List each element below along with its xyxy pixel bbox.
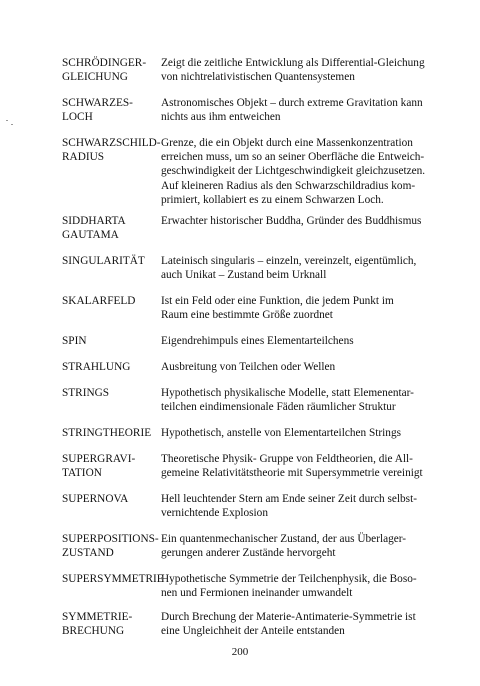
entry-definition: Durch Brechung der Materie-Antimaterie-Symmetrie ist eine Ungleichheit der Anteile entstanden [161, 611, 416, 638]
entry-definition: Hypothetische Symmetrie der Teilchenphysik, die Boso- nen und Fermionen ineinander umwandelt [161, 573, 417, 600]
entry-definition: Hypothetisch, anstelle von Elementarteilchen Strings [161, 427, 401, 439]
scan-speck [11, 124, 13, 125]
entry-term: SPIN [62, 335, 87, 347]
entry-definition: Hypothetisch physikalische Modelle, statt Elemenentar- teilchen eindimensionale Fäden räumlicher Struktur [161, 387, 414, 414]
entry-definition: Hell leuchtender Stern am Ende seiner Zeit durch selbst- vernichtende Explosion [161, 493, 417, 520]
entry-term: SKALARFELD [62, 295, 136, 307]
entry-term: SCHWARZES- LOCH [62, 97, 133, 124]
entry-definition: Ausbreitung von Teilchen oder Wellen [161, 361, 336, 373]
entry-definition: Eigendrehimpuls eines Elementarteilchens [161, 335, 354, 347]
entry-term: STRINGTHEORIE [62, 427, 152, 439]
entry-definition: Grenze, die ein Objekt durch eine Massenkonzentration erreichen muss, um so an seiner Oberfläche die Entweich- geschwindigkeit der Lichtgeschwindigkeit gleichzusetzen. Auf kleineren Radius als den Schwarzschildradius kom- primiert, kollabiert es zu einem Schwarzen Loch. [161, 137, 426, 206]
entry-definition: Lateinisch singularis – einzeln, vereinzelt, eigentümlich, auch Unikat – Zustand beim Urknall [161, 255, 417, 282]
entry-term: SIDDHARTA GAUTAMA [62, 215, 126, 242]
entry-term: SUPERSYMMETRIE [62, 573, 164, 585]
entry-definition: Astronomisches Objekt – durch extreme Gravitation kann nichts aus ihm entweichen [161, 97, 423, 124]
entry-definition: Zeigt die zeitliche Entwicklung als Differential-Gleichung von nichtrelativistischen Quantensystemen [161, 57, 425, 84]
entry-definition: Theoretische Physik- Gruppe von Feldtheorien, die All- gemeine Relativitätstheorie mit Supersymmetrie vereinigt [161, 453, 423, 480]
entry-term: SYMMETRIE- BRECHUNG [62, 611, 133, 638]
entry-definition: Ein quantenmechanischer Zustand, der aus Überlager- gerungen anderer Zustände hervorgeht [161, 533, 407, 560]
entry-definition: Ist ein Feld oder eine Funktion, die jedem Punkt im Raum eine bestimmte Größe zuordnet [161, 295, 394, 322]
scan-speck [6, 120, 8, 121]
entry-term: SCHRÖDINGER- GLEICHUNG [62, 57, 147, 84]
page-number: 200 [231, 646, 249, 658]
entry-term: SUPERNOVA [62, 493, 129, 505]
entry-term: SCHWARZSCHILD- RADIUS [62, 137, 161, 164]
entry-term: STRINGS [62, 387, 110, 399]
entry-term: STRAHLUNG [62, 361, 131, 373]
entry-term: SINGULARITÄT [62, 255, 145, 267]
entry-definition: Erwachter historischer Buddha, Gründer des Buddhismus [161, 215, 422, 227]
entry-term: SUPERGRAVI- TATION [62, 453, 136, 480]
entry-term: SUPERPOSITIONS- ZUSTAND [62, 533, 159, 560]
